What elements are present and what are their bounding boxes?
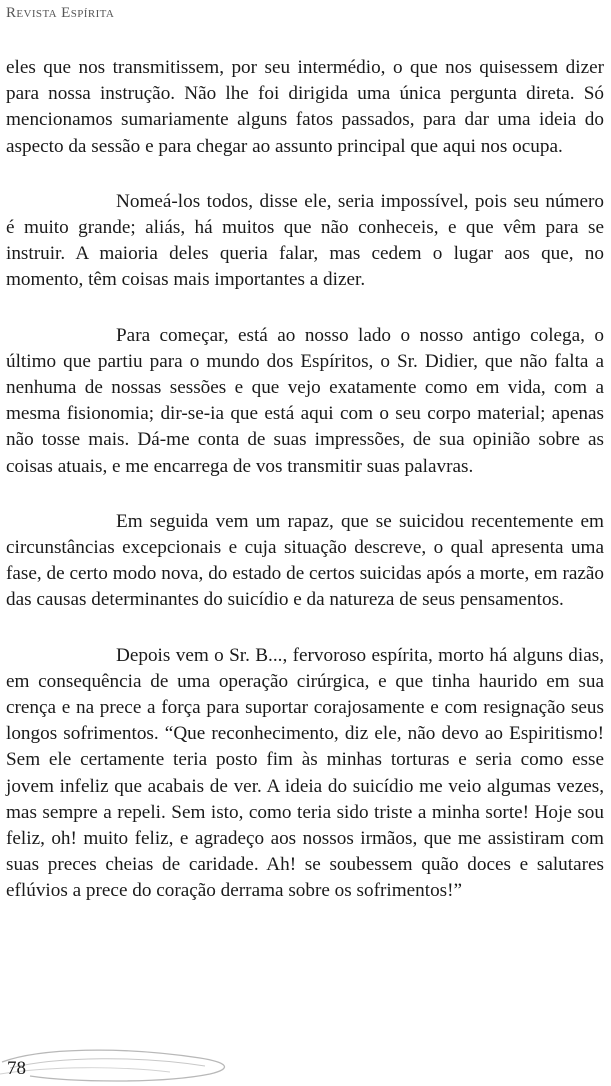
running-header: Revista Espírita: [6, 5, 115, 21]
paragraph: Depois vem o Sr. B..., fervoroso espírita, morto há alguns dias, em consequência de uma operação cirúrgica, e que tinha haurido em sua crença e na prece a força para suportar corajosamente e com resignação seus longos sofrimentos. “Que reconhecimento, diz ele, não devo ao Espiritismo! Sem ele certamente teria posto fim às minhas torturas e seria como esse jovem infeliz que acabais de ver. A ideia do suicídio me veio algumas vezes, mas sempre a repeli. Sem isto, como teria sido triste a minha sorte! Hoje sou feliz, oh! muito feliz, e agradeço aos nossos irmãos, que me assistiram com suas preces cheias de caridade. Ah! se soubessem quão doces e salutares eflúvios a prece do coração derrama sobre os sofrimentos!”: [6, 644, 604, 902]
paragraph: Nomeá-los todos, disse ele, seria impossível, pois seu número é muito grande; aliás, há muitos que não conheceis, e que vêm para se instruir. A maioria deles queria falar, mas cedem o lugar aos que, no momento, têm coisas mais importantes a dizer.: [6, 190, 604, 291]
paragraph-continuation: eles que nos transmitissem, por seu intermédio, o que nos quisessem dizer para nossa instrução. Não lhe foi dirigida uma única pergunta direta. Só mencionamos sumariamente alguns fatos passados, para dar uma ideia do aspecto da sessão e para chegar ao assunto principal que aqui nos ocupa.: [6, 57, 604, 157]
paragraph: Para começar, está ao nosso lado o nosso antigo colega, o último que partiu para o mundo dos Espíritos, o Sr. Didier, que não falta a nenhuma de nossas sessões e que vejo exatamente como em vida, com a mesma fisionomia; dir-se-ia que está aqui com o seu corpo material; apenas não tosse mais. Dá-me conta de suas impressões, de sua opinião sobre as coisas atuais, e me encarrega de vos transmitir suas palavras.: [6, 324, 604, 477]
page-swoosh-ornament: [0, 1040, 260, 1086]
page-number: 78: [7, 1058, 26, 1079]
body-text: [6, 55, 604, 934]
paragraph: Em seguida vem um rapaz, que se suicidou recentemente em circunstâncias excepcionais e cuja situação descreve, o qual apresenta uma fase, de certo modo nova, do estado de certos suicidas após a morte, em razão das causas determinantes do suicídio e da natureza de seus pensamentos.: [6, 510, 604, 611]
